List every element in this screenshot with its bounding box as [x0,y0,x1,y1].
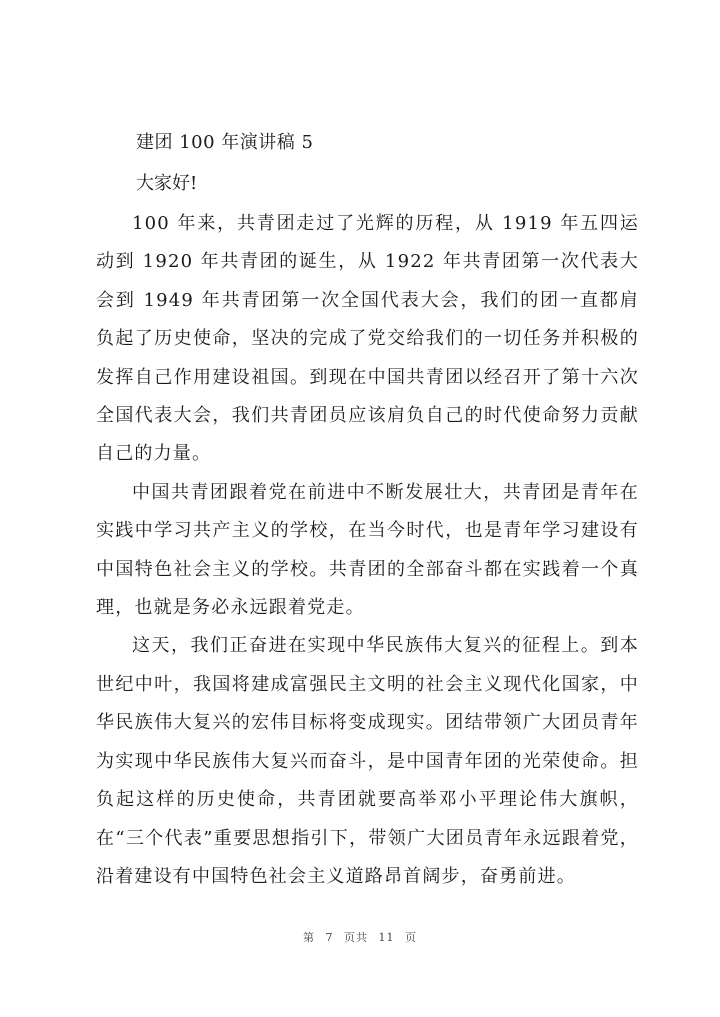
footer-middle: 页共 [344,931,368,944]
page-footer [0,929,720,945]
document-title: 建团 100 年演讲稿 5 [136,132,314,153]
paragraph-3: 这天，我们正奋进在实现中华民族伟大复兴的征程上。到本世纪中叶，我国将建成富强民主文明的社会主义现代化国家，中华民族伟大复兴的宏伟目标将变成现实。团结带领广大团员青年为实现中华民族伟大复兴而奋斗，是中国青年团的光荣使命。担负起这样的历史使命，共青团就要高举邓小平理论伟大旗帜，在“三个代表”重要思想指引下，带领广大团员青年永远跟着党，沿着建设有中国特色社会主义道路昂首阔步，奋勇前进。 [96,635,639,887]
paragraph-1: 100 年来，共青团走过了光辉的历程，从 1919 年五四运动到 1920 年共青团的诞生，从 1922 年共青团第一次代表大会到 1949 年共青团第一次全国代表大会，我们的团一直都肩负起了历史使命，坚决的完成了党交给我们的一切任务并积极的发挥自己作用建设祖国。到现在中国共青团以经召开了第十六次全国代表大会，我们共青团员应该肩负自己的时代使命努力贡献自己的力量。 [96,213,639,465]
footer-total-pages: 11 [378,931,395,944]
footer-suffix: 页 [405,931,417,944]
paragraph-2: 中国共青团跟着党在前进中不断发展壮大，共青团是青年在实践中学习共产主义的学校，在当今时代，也是青年学习建设有中国特色社会主义的学校。共青团的全部奋斗都在实践着一个真理，也就是务必永远跟着党走。 [96,481,639,619]
document-body [96,205,639,896]
greeting-line: 大家好! [136,173,198,194]
footer-prefix: 第 [303,931,315,944]
footer-current-page: 7 [325,931,334,944]
